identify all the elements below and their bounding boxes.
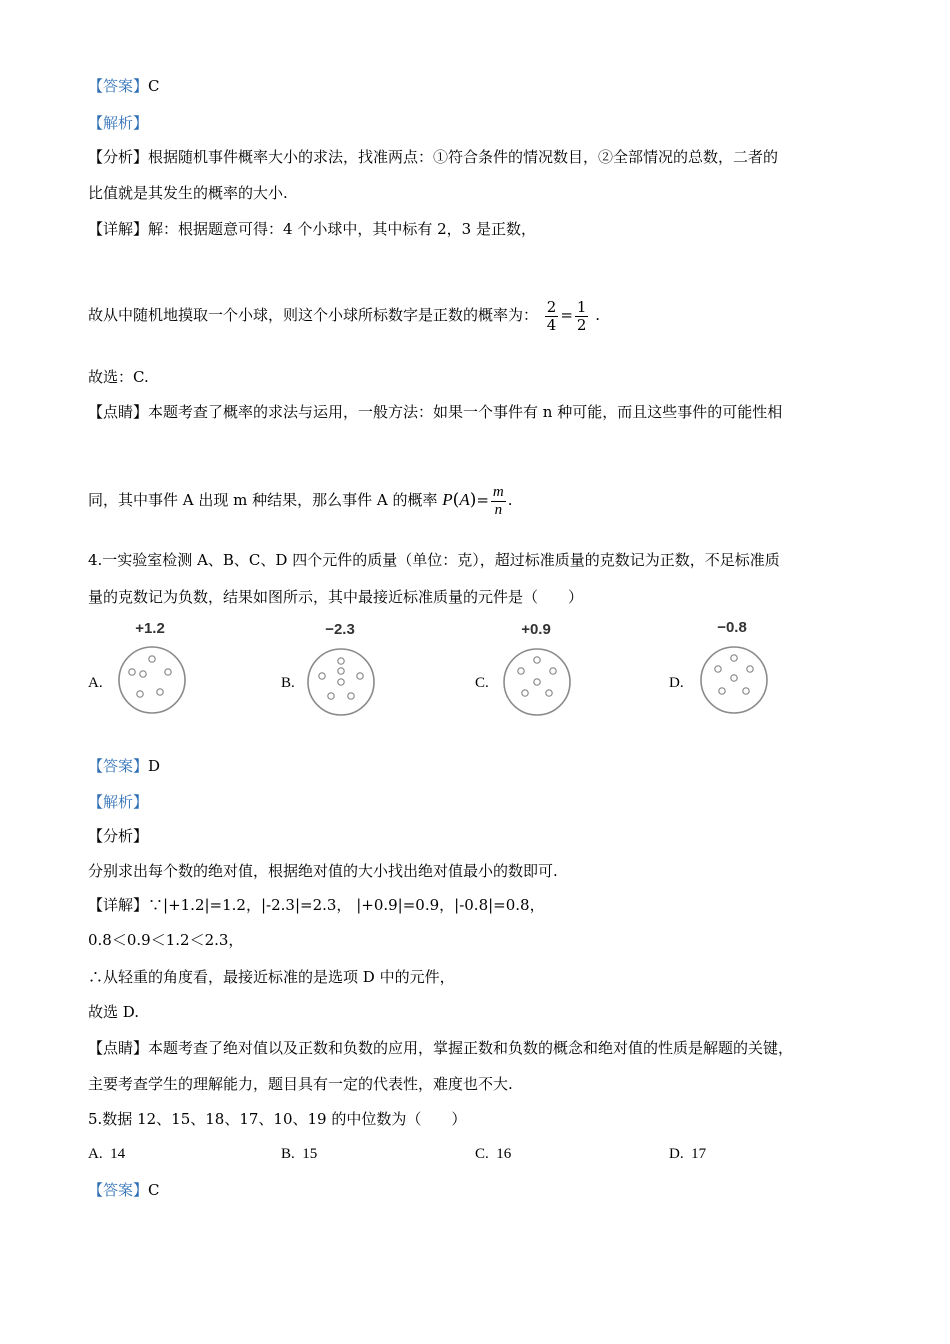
q4-answer-value: D (148, 757, 161, 775)
q4-option-a-component-icon (116, 644, 188, 716)
q3-choose: 故选：C. (88, 368, 149, 386)
q5-answer-tag: 【答案】 (88, 1181, 149, 1199)
q3-fraction-2-4 (545, 299, 559, 334)
q3-fenxi-line-2: 比值就是其发生的概率的大小. (88, 184, 288, 202)
q4-choose: 故选 D. (88, 1003, 140, 1021)
q3-frac1-num: 2 (546, 297, 557, 316)
q3-answer-value: C (148, 77, 160, 95)
q4-option-d-value: −0.8 (717, 619, 747, 636)
q4-fenxi-tag: 【分析】 (88, 827, 149, 845)
q4-option-d-label: D. (669, 675, 684, 691)
q5-option-c (475, 1144, 511, 1164)
q5-option-d-label: D. (669, 1146, 684, 1162)
q4-xiangjie-line (88, 895, 545, 915)
q3-analysis-tag: 【解析】 (88, 114, 149, 132)
q3-formula-a: A (459, 490, 470, 509)
q3-probability-line (88, 295, 600, 335)
q4-option-d-component-icon (698, 644, 770, 716)
q5-option-a (88, 1144, 125, 1164)
q3-xiangjie-text: 解：根据题意可得：4 个小球中，其中标有 2，3 是正数， (148, 220, 536, 238)
q3-xiangjie-tag: 【详解】 (88, 220, 149, 238)
q4-option-a-value: +1.2 (135, 620, 165, 637)
q4-stem-line-2: 量的克数记为负数，结果如图所示，其中最接近标准质量的元件是（ ） (88, 588, 584, 606)
q4-therefore: ∴从轻重的角度看，最接近标准的是选项 D 中的元件， (88, 968, 455, 986)
q5-option-b-label: B. (281, 1146, 295, 1162)
q4-option-c-component-icon (501, 646, 573, 718)
q3-formula-eq: = (476, 491, 489, 509)
q3-xiangjie-line (88, 219, 536, 239)
q3-formula-fraction (491, 484, 506, 519)
q4-dianjing-line-1 (88, 1038, 793, 1058)
q5-option-d (669, 1144, 706, 1164)
q4-stem-line-1: 4.一实验室检测 A、B、C、D 四个元件的质量（单位：克），超过标准质量的克数记为正数，不足标准质 (88, 551, 780, 569)
q5-option-c-label: C. (475, 1146, 489, 1162)
q5-option-b-value: 15 (302, 1146, 318, 1162)
q5-answer-value: C (148, 1181, 160, 1199)
q3-dianjing-text-2: 同，其中事件 A 出现 m 种结果，那么事件 A 的概率 (88, 491, 438, 509)
q5-option-a-value: 14 (110, 1146, 126, 1162)
q4-xiangjie-tag: 【详解】 (88, 896, 149, 914)
q4-option-a-label: A. (88, 675, 103, 691)
q3-formula-n: n (494, 501, 503, 518)
q3-fenxi-line-1 (88, 147, 778, 167)
q4-answer-tag: 【答案】 (88, 757, 149, 775)
q3-formula-p: P (442, 490, 453, 509)
q4-option-b-value: −2.3 (325, 621, 355, 638)
q3-fenxi-text-1: 根据随机事件概率大小的求法，找准两点：①符合条件的情况数目，②全部情况的总数，二者的 (148, 148, 779, 166)
q3-prob-text: 故从中随机地摸取一个小球，则这个小球所标数字是正数的概率为： (88, 306, 539, 324)
q3-formula-m: m (492, 483, 504, 500)
q4-option-c-value: +0.9 (521, 621, 551, 638)
q5-option-c-value: 16 (496, 1146, 512, 1162)
q4-analysis-tag: 【解析】 (88, 793, 149, 811)
q4-dianjing-tag: 【点睛】 (88, 1039, 149, 1057)
q3-frac2-num: 1 (576, 297, 587, 316)
q3-dianjing-line-1 (88, 402, 782, 422)
q3-prob-end: . (595, 306, 601, 324)
q5-answer-line (88, 1180, 160, 1200)
q5-stem: 5.数据 12、15、18、17、10、19 的中位数为（ ） (88, 1110, 467, 1128)
q4-dianjing-line-2: 主要考查学生的理解能力，题目具有一定的代表性，难度也不大. (88, 1075, 513, 1093)
q3-formula-paren-open: ( (452, 490, 460, 510)
q3-dianjing-line-2 (88, 478, 513, 522)
q5-option-a-label: A. (88, 1146, 103, 1162)
q4-xiangjie-text: ∵|+1.2|=1.2，|-2.3|=2.3， |+0.9|=0.9，|-0.8|=0.8， (148, 896, 545, 914)
q3-dianjing-text-1: 本题考查了概率的求法与运用，一般方法：如果一个事件有 n 种可能，而且这些事件的可能性相 (148, 403, 783, 421)
q3-dianjing-end: . (507, 491, 513, 509)
q3-frac1-den: 4 (546, 315, 557, 334)
q4-compare: 0.8＜0.9＜1.2＜2.3， (88, 931, 244, 949)
q4-option-b-component-icon (305, 646, 377, 718)
q3-frac2-den: 2 (576, 315, 587, 334)
q4-option-c-label: C. (475, 675, 489, 691)
q4-answer-line (88, 756, 160, 776)
q3-answer-tag: 【答案】 (88, 77, 149, 95)
q3-dianjing-tag: 【点睛】 (88, 403, 149, 421)
q4-dianjing-text-1: 本题考查了绝对值以及正数和负数的应用，掌握正数和负数的概念和绝对值的性质是解题的关键， (148, 1039, 794, 1057)
q5-option-d-value: 17 (691, 1146, 707, 1162)
q3-fraction-1-2 (575, 299, 589, 334)
q4-fenxi-text: 分别求出每个数的绝对值，根据绝对值的大小找出绝对值最小的数即可. (88, 862, 558, 880)
q4-option-b-label: B. (281, 675, 295, 691)
q3-fenxi-tag: 【分析】 (88, 148, 149, 166)
q3-equals: = (560, 306, 573, 324)
q3-formula-paren-close: ) (469, 490, 477, 510)
q3-answer-line (88, 76, 160, 96)
q5-option-b (281, 1144, 317, 1164)
